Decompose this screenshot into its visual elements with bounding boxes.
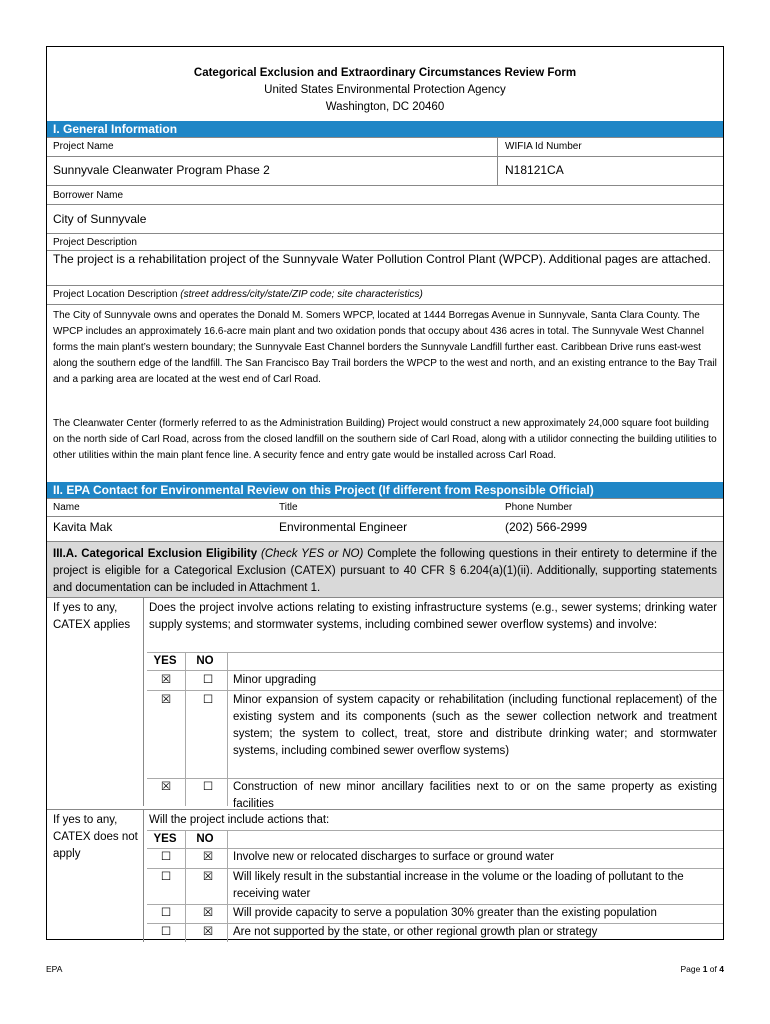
group-2-question: Will the project include actions that: [149, 814, 330, 826]
group-1-question: Does the project involve actions relating to existing infrastructure systems (e.g., sewer systems; drinking water supply systems; and stormwater systems, including combined sewer overflow systems) and involve: [149, 602, 717, 631]
section-3a-instructions: Complete the following questions in their entirety to determine if the project is eligible for a Categorical Exclusion (CATEX) pursuant to 40 CFR § 6.204(a)(1)(ii). Additionally, supporting statements and documentation can be included in Attachment 1. [53, 548, 718, 594]
group-1-no-header: NO [196, 655, 214, 667]
section-3a-title: III.A. Categorical Exclusion Eligibility [53, 548, 258, 560]
group-2-item-1-text: Involve new or relocated discharges to surface or ground water [233, 851, 554, 863]
group-2-item-3-yes-checkbox[interactable]: ☐ [160, 907, 172, 919]
project-name-row [47, 137, 723, 185]
group-2-item-2-no-checkbox[interactable]: ☒ [202, 871, 214, 883]
group-2-item-1-no-checkbox[interactable]: ☒ [202, 851, 214, 863]
group-2-yes-header: YES [153, 833, 177, 845]
location-label-group [47, 287, 423, 302]
group-1-item-1-yes-checkbox[interactable]: ☒ [160, 674, 172, 686]
borrower-field[interactable]: City of Sunnyvale [53, 212, 147, 226]
group-1-item-1-text: Minor upgrading [233, 674, 317, 686]
group-2-item-2-yes-checkbox[interactable]: ☐ [160, 871, 172, 883]
group-2-item-4-text: Are not supported by the state, or other regional growth plan or strategy [233, 926, 598, 938]
footer-page-current: 1 [702, 964, 708, 974]
group-2-item-2-text: Will likely result in the substantial increase in the volume or the loading of pollutant to the receiving water [233, 871, 684, 900]
location-label: Project Location Description [53, 289, 178, 300]
group-1-item-1-no-checkbox[interactable]: ☐ [202, 674, 214, 686]
borrower-row [47, 185, 723, 233]
group-1-item-2-no-checkbox[interactable]: ☐ [202, 694, 214, 706]
form-page [46, 46, 724, 940]
agency-location: Washington, DC 20460 [325, 101, 445, 113]
catex-group-applies [47, 597, 723, 810]
footer-page-total: 4 [719, 964, 724, 974]
contact-title-label: Title [279, 502, 298, 513]
group-1-item-3-text: Construction of new minor ancillary facilities next to or on the same property as existing facilities [233, 781, 717, 810]
group-2-no-header: NO [196, 833, 214, 845]
contact-name-label: Name [53, 502, 80, 513]
agency-name: United States Environmental Protection Agency [264, 84, 506, 96]
group-1-item-3-no-checkbox[interactable]: ☐ [202, 781, 214, 793]
project-name-label: Project Name [53, 141, 114, 152]
group-1-item-2-text: Minor expansion of system capacity or rehabilitation (including functional replacement) of the existing system and its components (such as the sewer collection network and treatment system; the system to collect, treat, store and distribute drinking water; and stormwater systems, including combined sewer overflow systems) [233, 694, 717, 757]
contact-name-field[interactable]: Kavita Mak [53, 520, 113, 534]
contact-phone-field[interactable]: (202) 566-2999 [505, 520, 588, 534]
group-2-item-4-yes-checkbox[interactable]: ☐ [160, 926, 172, 938]
section-2-heading: II. EPA Contact for Environmental Review on this Project (If different from Responsible Official) [47, 482, 723, 498]
location-paragraph-1[interactable]: The City of Sunnyvale owns and operates the Donald M. Somers WPCP, located at 1444 Borregas Avenue in Sunnyvale, Santa Clara County. The WPCP includes an approximately 16.6-acre main plant and two oxidation ponds that occupy about 436 acres in total. The Sunnyvale West Channel forms the main plant’s western boundary; the Sunnyvale East Channel borders the Sunnyvale Landfill further east. Caribbean Drive runs east-west along the southern edge of the landfill. The San Francisco Bay Trail borders the WPCP to the west and north, and an existing entrance to the Bay Trail and a parking area are located at the west end of Carl Road. [53, 310, 717, 385]
form-title: Categorical Exclusion and Extraordinary Circumstances Review Form [193, 67, 577, 79]
section-3a-heading [47, 541, 723, 597]
description-label: Project Description [53, 237, 137, 248]
group-1-item-3-yes-checkbox[interactable]: ☒ [160, 781, 172, 793]
group-2-item-3-text: Will provide capacity to serve a population 30% greater than the existing population [233, 907, 657, 919]
section-3a-check-hint: (Check YES or NO) [261, 548, 364, 560]
group-1-yes-header: YES [153, 655, 177, 667]
footer-page-number [680, 964, 724, 974]
location-hint: (street address/city/state/ZIP code; site characteristics) [180, 289, 423, 300]
form-header [47, 47, 723, 116]
description-field[interactable]: The project is a rehabilitation project of the Sunnyvale Water Pollution Control Plant (WPCP). Additional pages are attached. [53, 252, 711, 266]
section-1-heading: I. General Information [47, 121, 723, 137]
group-2-item-3-no-checkbox[interactable]: ☒ [202, 907, 214, 919]
group-1-side-label: If yes to any, CATEX applies [53, 602, 131, 631]
wifia-id-field[interactable]: N18121CA [505, 163, 564, 177]
contact-row [47, 498, 723, 538]
group-2-side-label: If yes to any, CATEX does not apply [53, 814, 138, 860]
description-row [47, 233, 723, 285]
contact-title-field[interactable]: Environmental Engineer [279, 520, 408, 534]
footer-agency: EPA [46, 964, 63, 974]
group-1-item-2-yes-checkbox[interactable]: ☒ [160, 694, 172, 706]
group-2-item-1-yes-checkbox[interactable]: ☐ [160, 851, 172, 863]
project-name-field[interactable]: Sunnyvale Cleanwater Program Phase 2 [53, 163, 270, 177]
location-row [47, 285, 723, 481]
group-2-item-4-no-checkbox[interactable]: ☒ [202, 926, 214, 938]
footer-page-prefix: Page [680, 964, 701, 974]
location-paragraph-2[interactable]: The Cleanwater Center (formerly referred to as the Administration Building) Project would construct a new approximately 24,000 square foot building on the north side of Carl Road, across from the closed landfill on the southern side of Carl Road, along with a utilidor connecting the building utilities to other utilities within the main plant fence line. A security fence and entry gate would be installed across Carl Road. [53, 418, 717, 461]
contact-phone-label: Phone Number [505, 502, 573, 513]
borrower-label: Borrower Name [53, 190, 124, 201]
catex-group-not-applies [47, 809, 723, 942]
wifia-label: WIFIA Id Number [505, 141, 582, 152]
footer-page-of: of [709, 964, 717, 974]
